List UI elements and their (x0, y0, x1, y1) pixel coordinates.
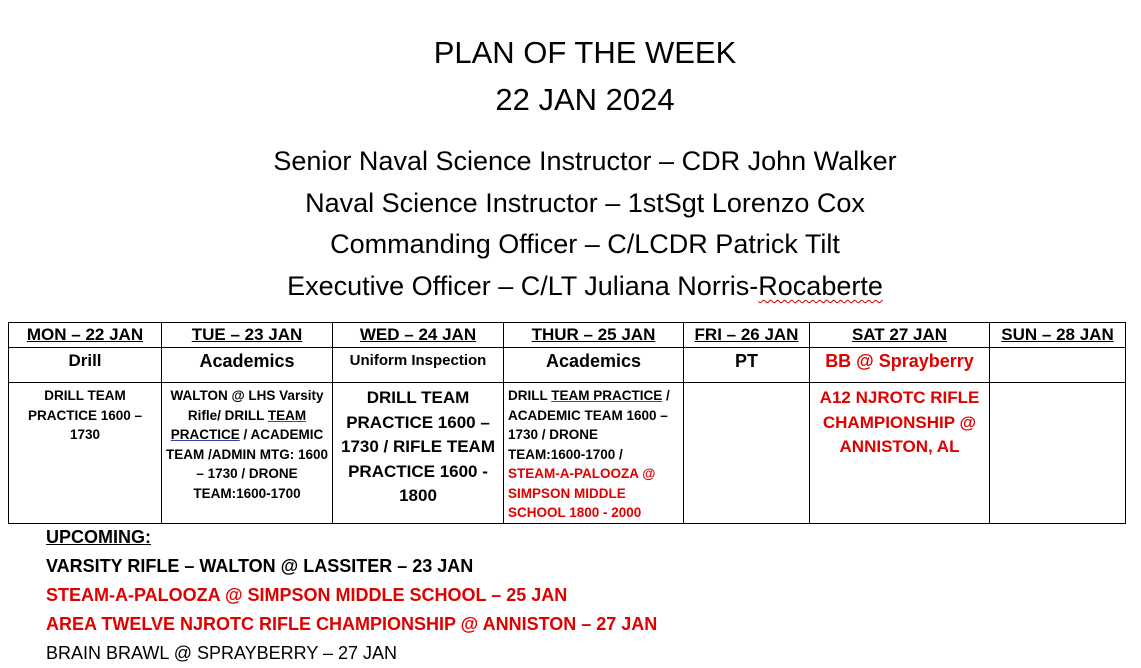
weekly-schedule-table (8, 322, 1126, 524)
upcoming-section (46, 523, 657, 668)
staff-executive-officer (0, 270, 1141, 302)
day-header-wed: WED – 24 JAN (333, 323, 504, 348)
details-wed: DRILL TEAM PRACTICE 1600 – 1730 / RIFLE TEAM PRACTICE 1600 - 1800 (333, 383, 504, 524)
activity-tue: Academics (162, 348, 333, 383)
document-title: PLAN OF THE WEEK (433, 35, 737, 70)
activity-sun (990, 348, 1126, 383)
activity-row (9, 348, 1126, 383)
day-header-mon: MON – 22 JAN (9, 323, 162, 348)
activity-fri: PT (684, 348, 810, 383)
details-thu-part-a: DRILL (508, 388, 552, 403)
upcoming-item-varsity-rifle: VARSITY RIFLE – WALTON @ LASSITER – 23 JAN (46, 556, 474, 576)
day-header-fri: FRI – 26 JAN (684, 323, 810, 348)
day-header-sat: SAT 27 JAN (810, 323, 990, 348)
details-tue (162, 383, 333, 524)
document-date: 22 JAN 2024 (495, 82, 675, 117)
details-row (9, 383, 1126, 524)
xo-surname-spellcheck: Rocaberte (758, 271, 883, 301)
day-header-row (9, 323, 1126, 348)
details-thu-steam-event: STEAM-A-PALOOZA @ SIMPSON MIDDLE SCHOOL 1800 - 2000 (508, 466, 656, 520)
details-thu (504, 383, 684, 524)
upcoming-item-brain-brawl: BRAIN BRAWL @ SPRAYBERRY – 27 JAN (46, 643, 398, 663)
upcoming-item-rifle-championship: AREA TWELVE NJROTC RIFLE CHAMPIONSHIP @ ANNISTON – 27 JAN (46, 614, 658, 634)
details-sun (990, 383, 1126, 524)
day-header-thu: THUR – 25 JAN (504, 323, 684, 348)
day-header-sun: SUN – 28 JAN (990, 323, 1126, 348)
staff-commanding-officer: Commanding Officer – C/LCDR Patrick Tilt (330, 229, 840, 259)
details-tue-part-a: WALTON @ LHS Varsity Rifle/ DRILL (170, 388, 324, 423)
details-fri (684, 383, 810, 524)
activity-mon: Drill (9, 348, 162, 383)
details-thu-team-practice: TEAM PRACTICE (551, 388, 663, 403)
activity-wed: Uniform Inspection (333, 348, 504, 383)
staff-senior-instructor: Senior Naval Science Instructor – CDR John Walker (273, 146, 897, 176)
xo-name-prefix: Executive Officer – C/LT Juliana Norris- (287, 271, 759, 301)
activity-thu: Academics (504, 348, 684, 383)
details-thu-part-c: / ACADEMIC TEAM 1600 – 1730 / DRONE TEAM:1600-1700 / (508, 388, 670, 462)
details-sat: A12 NJROTC RIFLE CHAMPIONSHIP @ ANNISTON, AL (810, 383, 990, 524)
activity-sat: BB @ Sprayberry (810, 348, 990, 383)
details-tue-part-c: / ACADEMIC TEAM /ADMIN MTG: 1600 – 1730 / DRONE TEAM:1600-1700 (166, 427, 329, 501)
upcoming-item-steam-a-palooza: STEAM-A-PALOOZA @ SIMPSON MIDDLE SCHOOL – 25 JAN (46, 585, 568, 605)
staff-instructor: Naval Science Instructor – 1stSgt Lorenzo Cox (305, 188, 865, 218)
day-header-tue: TUE – 23 JAN (162, 323, 333, 348)
details-tue-team-practice: TEAM PRACTICE (170, 407, 307, 442)
upcoming-heading: UPCOMING: (46, 527, 151, 547)
details-mon: DRILL TEAM PRACTICE 1600 – 1730 (9, 383, 162, 524)
